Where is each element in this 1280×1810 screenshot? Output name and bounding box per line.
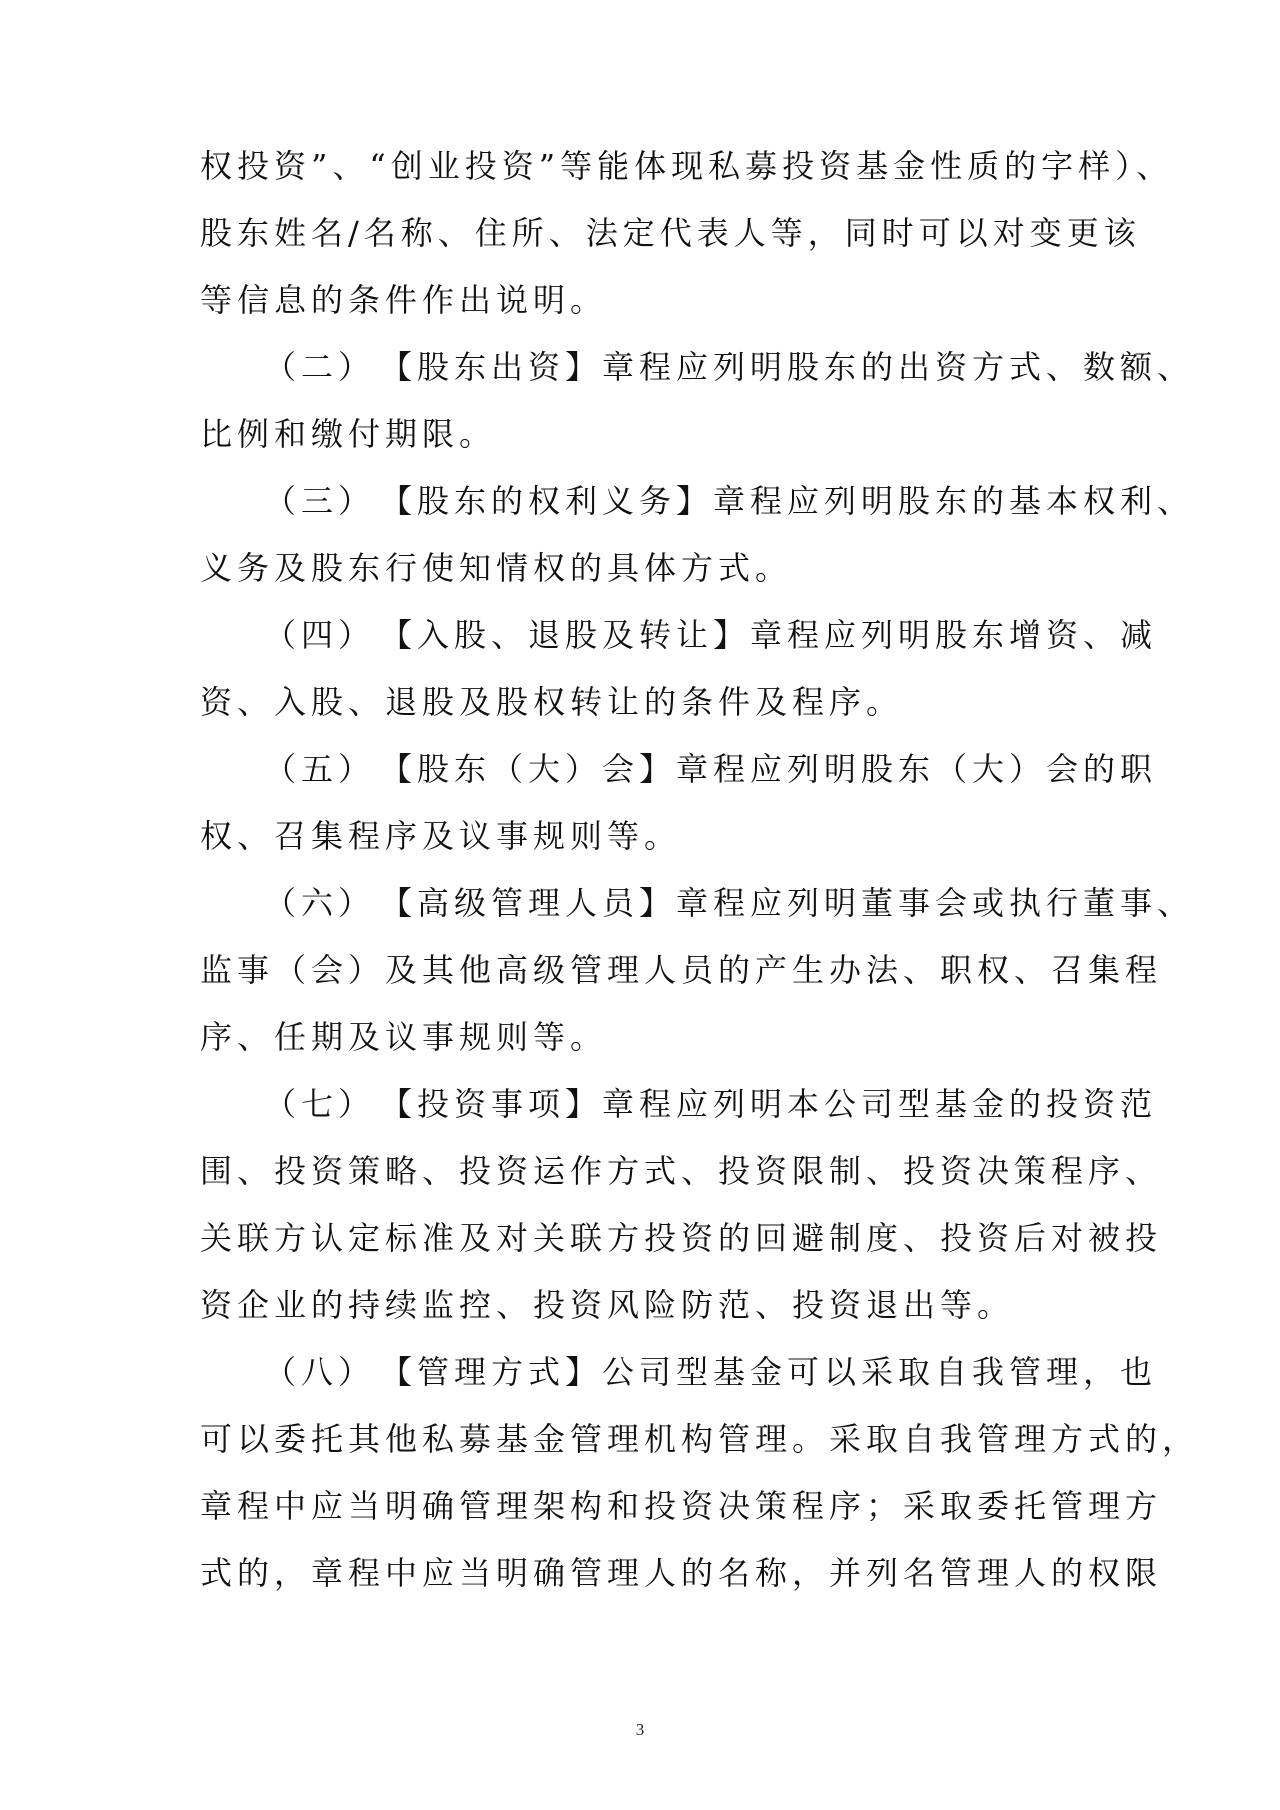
paragraph-5-first-line: （五） 【股东（大）会】章程应列明股东（大）会的职 (264, 750, 1158, 788)
text-line: 等信息的条件作出说明。 (200, 281, 608, 319)
paragraph-8-first-line: （八） 【管理方式】公司型基金可以采取自我管理，也 (264, 1353, 1158, 1391)
text-line: 章程中应当明确管理架构和投资决策程序；采取委托管理方 (200, 1487, 1163, 1525)
paragraph-2-first-line: （二） 【股东出资】章程应列明股东的出资方式、数额、 (264, 348, 1195, 386)
text-line: 资、入股、退股及股权转让的条件及程序。 (200, 683, 904, 721)
paragraph-7-first-line: （七） 【投资事项】章程应列明本公司型基金的投资范 (264, 1085, 1158, 1123)
paragraph-4-first-line: （四） 【入股、退股及转让】章程应列明股东增资、减 (264, 616, 1158, 654)
text-line: 围、投资策略、投资运作方式、投资限制、投资决策程序、 (200, 1152, 1163, 1190)
text-line: 关联方认定标准及对关联方投资的回避制度、投资后对被投 (200, 1219, 1163, 1257)
text-line: 义务及股东行使知情权的具体方式。 (200, 549, 793, 587)
text-line: 监事（会）及其他高级管理人员的产生办法、职权、召集程 (200, 951, 1163, 989)
page-number: 3 (635, 1720, 645, 1739)
text-line: 式的，章程中应当明确管理人的名称，并列名管理人的权限 (200, 1554, 1163, 1592)
text-line: 可以委托其他私募基金管理机构管理。采取自我管理方式的， (200, 1420, 1200, 1458)
paragraph-3-first-line: （三） 【股东的权利义务】章程应列明股东的基本权利、 (264, 482, 1195, 520)
text-line: 序、任期及议事规则等。 (200, 1018, 608, 1056)
text-line: 资企业的持续监控、投资风险防范、投资退出等。 (200, 1286, 1015, 1324)
text-line: 股东姓名/名称、住所、法定代表人等，同时可以对变更该 (200, 214, 1141, 252)
text-line: 比例和缴付期限。 (200, 415, 497, 453)
paragraph-6-first-line: （六） 【高级管理人员】章程应列明董事会或执行董事、 (264, 884, 1195, 922)
text-line: 权、召集程序及议事规则等。 (200, 817, 682, 855)
text-line: 权投资”、“创业投资”等能体现私募投资基金性质的字样）、 (200, 147, 1174, 185)
